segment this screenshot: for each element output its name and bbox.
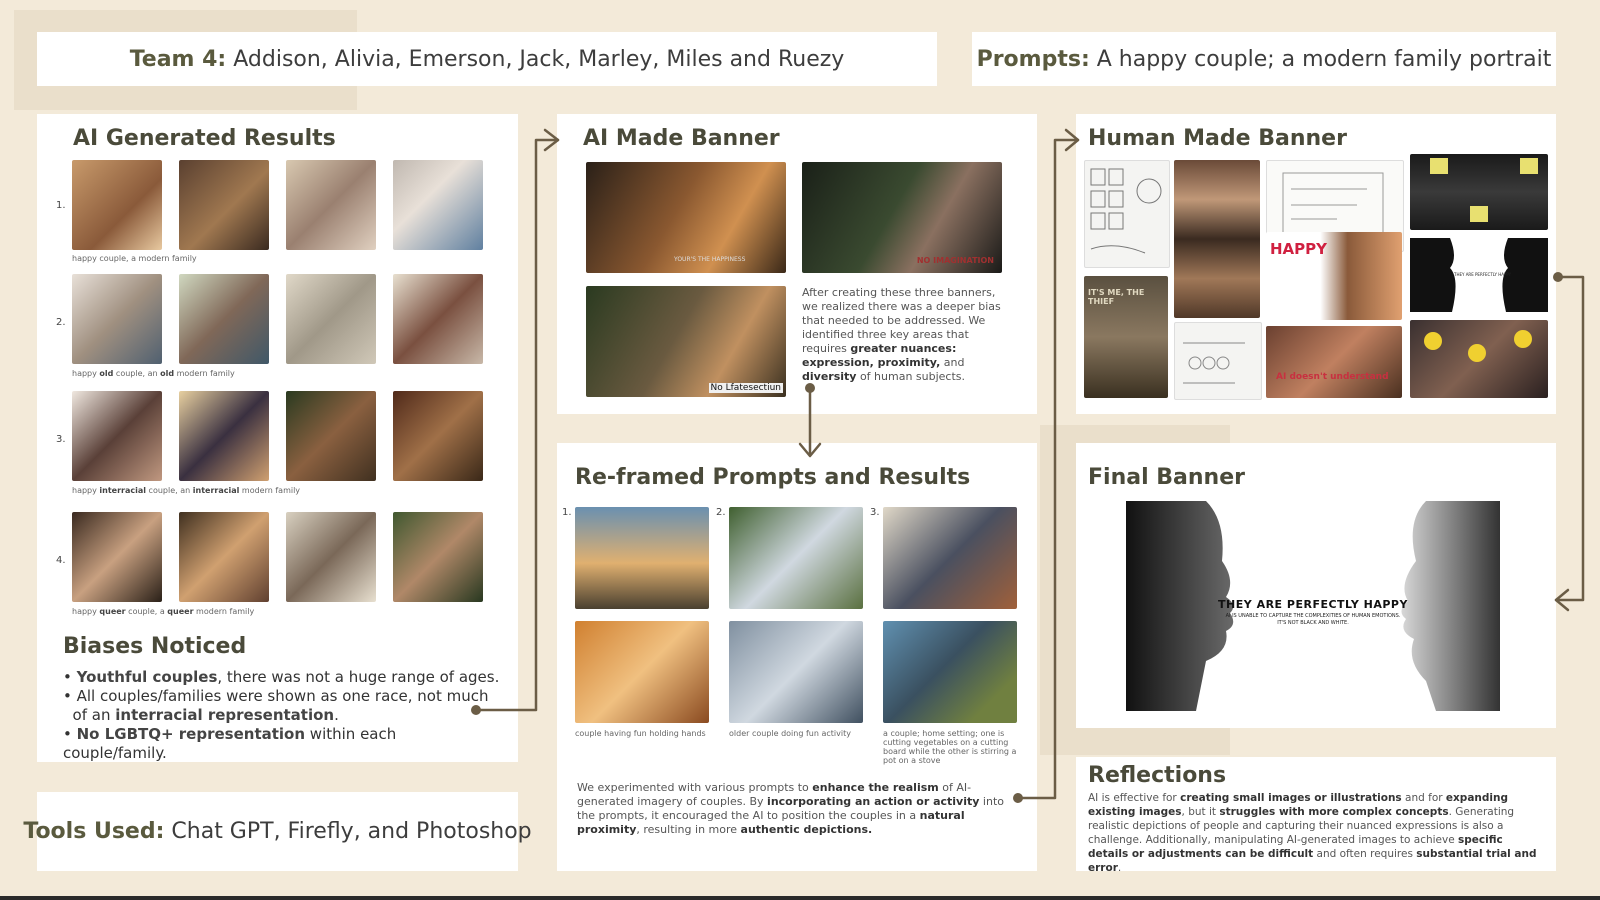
tools-label: Tools Used: bbox=[23, 819, 165, 844]
bias-item: • Youthful couples, there was not a huge range of ages. bbox=[63, 668, 500, 686]
happy-text: HAPPY bbox=[1270, 240, 1328, 258]
biases-title: Biases Noticed bbox=[63, 634, 247, 659]
reframed-title: Re-framed Prompts and Results bbox=[575, 465, 971, 490]
team-label: Team 4: bbox=[129, 46, 227, 72]
row-caption: happy interracial couple, an interracial modern family bbox=[72, 486, 301, 495]
bias-item: • No LGBTQ+ representation within each couple/family. bbox=[63, 725, 397, 762]
row-number: 2. bbox=[56, 317, 66, 328]
understand-text: AI doesn't understand bbox=[1276, 372, 1389, 382]
reflections-title: Reflections bbox=[1088, 763, 1227, 788]
row-caption: happy queer couple, a queer modern family bbox=[72, 607, 255, 616]
final-subline-1: AI IS UNABLE TO CAPTURE THE COMPLEXITIES OF HUMAN EMOTIONS. bbox=[1225, 613, 1401, 619]
row-number: 3. bbox=[56, 434, 66, 445]
bottom-bar bbox=[0, 896, 1600, 900]
human-banner-title: Human Made Banner bbox=[1088, 126, 1347, 151]
row-number: 1. bbox=[56, 200, 66, 211]
prompts-text: A happy couple; a modern family portrait bbox=[1096, 46, 1552, 72]
ai-results-title: AI Generated Results bbox=[73, 126, 336, 151]
final-headline: THEY ARE PERFECTLY HAPPY bbox=[1218, 598, 1408, 611]
reflections-text: AI is effective for creating small images or illustrations and for expanding existing images, but it struggles with more complex concepts. Generating realistic depictions of people and capturing their nuanced expressions is also a challenge. Additionally, manipulating AI-generated images to achieve specific details or adjustments can be difficult and often requires substantial trial and error. bbox=[1088, 792, 1537, 874]
ai-banner-title: AI Made Banner bbox=[583, 126, 780, 151]
banner-text: YOUR'S THE HAPPINESS bbox=[674, 256, 746, 263]
prompts-label: Prompts: bbox=[976, 46, 1090, 72]
connector-biases-to-ai-banner bbox=[476, 140, 558, 710]
ai-banner-description: After creating these three banners, we realized there was a deeper bias that needed to be addressed. We identified three key areas that requires greater nuances: expression, proximity, and diversity of human subjects. bbox=[802, 286, 1001, 383]
final-banner-title: Final Banner bbox=[1088, 465, 1245, 490]
row-number: 4. bbox=[56, 555, 66, 566]
connector-dot bbox=[805, 383, 815, 393]
connector-dot bbox=[1013, 793, 1023, 803]
reframed-caption: couple having fun holding hands bbox=[575, 729, 706, 738]
banner-text: No Lfatesectiun bbox=[710, 383, 781, 393]
row-caption: happy old couple, an old modern family bbox=[72, 369, 235, 378]
connector-dot bbox=[471, 705, 481, 715]
reframed-caption: a couple; home setting; one is cutting vegetables on a cutting board while the other is stirring a pot on a stove bbox=[883, 729, 1017, 765]
thief-text: IT'S ME, THE THIEF bbox=[1088, 288, 1145, 306]
column-number: 3. bbox=[870, 507, 880, 518]
connector-dot bbox=[1553, 272, 1563, 282]
row-caption: happy couple, a modern family bbox=[72, 254, 197, 263]
reframed-description: We experimented with various prompts to enhance the realism of AI-generated imagery of couples. By incorporating an action or activity into the prompts, it encouraged the AI to position the couples in a natural proximity, resulting in more authentic depictions. bbox=[577, 781, 1004, 836]
banner-text: NO IMAGINATION bbox=[916, 256, 994, 265]
connector-human-to-final-banner bbox=[1556, 277, 1583, 600]
column-number: 2. bbox=[716, 507, 726, 518]
column-number: 1. bbox=[562, 507, 572, 518]
bias-item: • All couples/families were shown as one race, not much of an interracial representation. bbox=[63, 687, 489, 724]
reframed-caption: older couple doing fun activity bbox=[729, 729, 851, 738]
final-subline-2: IT'S NOT BLACK AND WHITE. bbox=[1277, 620, 1349, 626]
night-text: THEY ARE PERFECTLY HAPPY bbox=[1454, 272, 1512, 277]
team-members: Addison, Alivia, Emerson, Jack, Marley, Miles and Ruezy bbox=[233, 46, 845, 72]
tools-text: Chat GPT, Firefly, and Photoshop bbox=[171, 819, 532, 844]
connector-reframed-to-human-banner bbox=[1018, 140, 1078, 798]
